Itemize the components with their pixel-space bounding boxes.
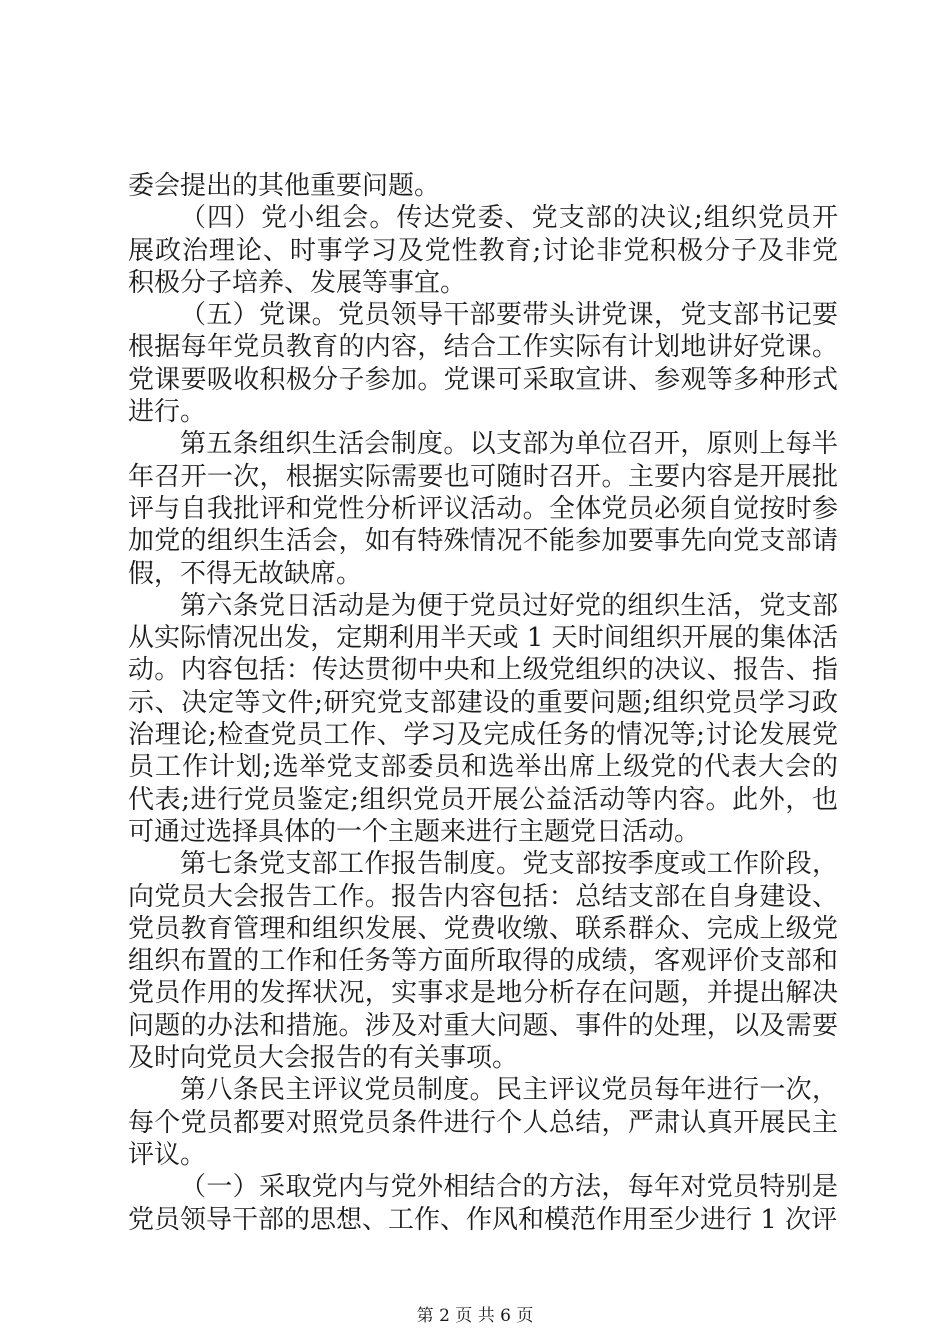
paragraph-article-6: 第六条党日活动是为便于党员过好党的组织生活，党支部从实际情况出发，定期利用半天或 1 天时间组织开展的集体活动。内容包括：传达贯彻中央和上级党组织的决议、报告、指示、决定等文件;研究党支部建设的重要问题;组织党员学习政治理论;检查党员工作、学习及完成任务的情况等;讨论发展党员工作计划;选举党支部委员和选举出席上级党的代表大会的代表;进行党员鉴定;组织党员开展公益活动等内容。此外，也可通过选择具体的一个主题来进行主题党日活动。: [128, 590, 838, 847]
paragraph-article-8: 第八条民主评议党员制度。民主评议党员每年进行一次，每个党员都要对照党员条件进行个人总结，严肃认真开展民主评议。: [128, 1075, 838, 1170]
paragraph-article-7: 第七条党支部工作报告制度。党支部按季度或工作阶段，向党员大会报告工作。报告内容包括：总结支部在自身建设、党员教育管理和组织发展、党费收缴、联系群众、完成上级党组织布置的工作和任务等方面所取得的成绩，客观评价支部和党员作用的发挥状况，实事求是地分析存在问题，并提出解决问题的办法和措施。涉及对重大问题、事件的处理，以及需要及时向党员大会报告的有关事项。: [128, 849, 838, 1074]
paragraph-item-1: （一）采取党内与党外相结合的方法，每年对党员特别是党员领导干部的思想、工作、作风和模范作用至少进行 1 次评: [128, 1172, 838, 1235]
paragraph-party-lecture: （五）党课。党员领导干部要带头讲党课，党支部书记要根据每年党员教育的内容，结合工作实际有计划地讲好党课。党课要吸收积极分子参加。党课可采取宣讲、参观等多种形式进行。: [128, 300, 838, 428]
paragraph-party-group-meeting: （四）党小组会。传达党委、党支部的决议;组织党员开展政治理论、时事学习及党性教育;讨论非党积极分子及非党积极分子培养、发展等事宜。: [128, 203, 838, 298]
page-number-footer: 第 2 页 共 6 页: [416, 1306, 534, 1326]
paragraph-article-5: 第五条组织生活会制度。以支部为单位召开，原则上每半年召开一次，根据实际需要也可随时召开。主要内容是开展批评与自我批评和党性分析评议活动。全体党员必须自觉按时参加党的组织生活会，如有特殊情况不能参加要事先向党支部请假，不得无故缺席。: [128, 429, 838, 589]
document-body: [128, 170, 838, 1236]
paragraph-continuation: 委会提出的其他重要问题。: [128, 171, 441, 201]
